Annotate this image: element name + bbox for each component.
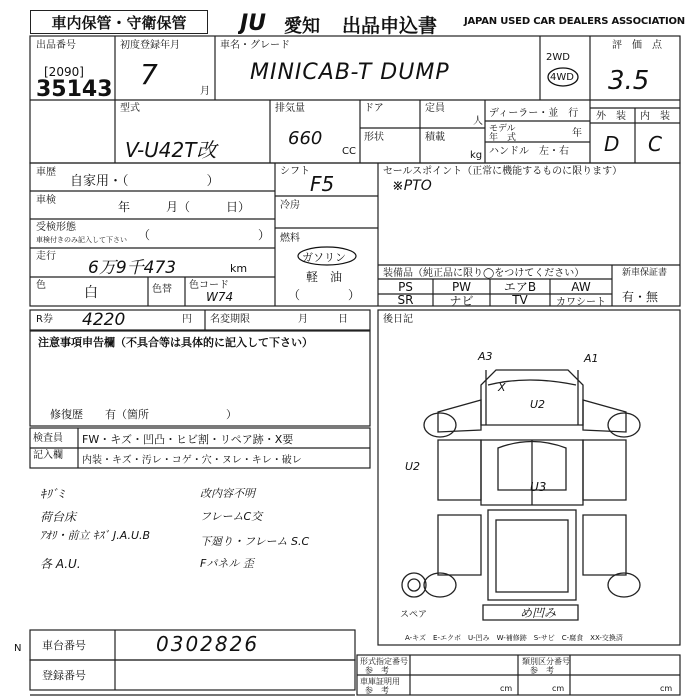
displacement-value: 660 [288, 128, 323, 149]
receive-paren: （ ） [138, 228, 271, 242]
equipment-label: 装備品（純正品に限り◯をつけてください） [383, 268, 585, 279]
equip-ps: PS [398, 279, 413, 294]
after-label: 後日記 [383, 314, 413, 325]
color-replace-label: 色替 [152, 284, 172, 295]
history-value: 自家用・（ ） [70, 174, 220, 189]
recycle-value: 4220 [82, 310, 126, 330]
inspector-fw-row: FW・キズ・凹凸・ヒビ割・リペア跡・X要 [82, 433, 294, 446]
car-name-label: 車名・グレード [220, 40, 290, 51]
mark-u2-top: U2 [530, 398, 546, 411]
month-unit: 月 [200, 86, 210, 97]
grade-value: 3.5 [608, 66, 650, 96]
model-cert-label: 形式指定番号 [360, 657, 408, 666]
exterior-value: D [604, 132, 620, 156]
inspector-label-2: 記入欄 [33, 450, 63, 461]
mark-a1: A1 [584, 352, 599, 365]
repair-history-label: 修復歴 有（箇所 ） [50, 408, 237, 421]
shift-value: F5 [310, 172, 335, 196]
equip-aw: AW [571, 279, 591, 294]
model-value: V-U42T改 [125, 138, 217, 162]
inspector-label: 検査員 [33, 433, 63, 444]
chassis-value: 0302826 [156, 632, 260, 656]
warranty-label: 新車保証書 [622, 268, 668, 278]
model-year-label: モデル [489, 124, 516, 134]
cm-unit-2: cm [552, 684, 565, 693]
door-label: ドア [364, 103, 384, 114]
car-diagram [378, 340, 680, 630]
equip-sr: SR [397, 293, 414, 307]
margin-mark: N [14, 643, 22, 654]
inspection-value: 年 月（ 日） [118, 200, 251, 214]
equip-pw: PW [451, 279, 472, 294]
year-label: 年 式 [489, 133, 517, 143]
handle-label: ハンドル 左・右 [489, 146, 569, 157]
equip-leather-seat: カワシート [556, 296, 606, 308]
lot-bracket: [2090] [44, 65, 84, 79]
storage-label: 車内保管・守衛保管 [30, 10, 208, 34]
mark-a3: A3 [478, 350, 493, 363]
drive-4wd: 4WD [550, 72, 574, 83]
color-code-value: W74 [206, 290, 234, 304]
fuel-label: 燃料 [280, 233, 300, 244]
shift-label: シフト [280, 166, 310, 177]
equip-airbag: エアB [503, 280, 537, 294]
warranty-value: 有・無 [622, 290, 659, 304]
equip-navi: ナビ [449, 293, 474, 308]
recycle-label: R券 [36, 314, 53, 325]
mark-u2-left: U2 [405, 460, 421, 473]
lot-number: 35143 [36, 77, 113, 102]
inspection-label: 車検 [36, 195, 56, 206]
receive-note: 車検付きのみ記入して下さい [36, 236, 127, 244]
spare-label: スペア [400, 610, 428, 620]
hw-right-2: フレームC交 [200, 510, 263, 523]
displacement-unit: CC [342, 146, 356, 157]
exterior-label: 外 装 [596, 111, 626, 122]
form-subtitle: JAPAN USED CAR DEALERS ASSOCIATION [464, 16, 685, 27]
form-title: 出品申込書 [342, 15, 438, 37]
ref-label-3: 参 考 [530, 666, 554, 675]
grade-label: 評 価 点 [612, 40, 662, 51]
dealer-label: ディーラー・並 行 [489, 108, 579, 119]
sales-point-value: ※PTO [392, 178, 432, 194]
interior-label: 内 装 [640, 111, 670, 122]
hw-left-4: 各 A.U. [40, 557, 81, 571]
history-label: 車歴 [36, 167, 56, 178]
first-registration-month: 7 [140, 58, 158, 91]
first-registration-label: 初度登録年月 [120, 40, 180, 51]
diagram-bottom-note: め凹み [520, 606, 557, 620]
cm-unit-1: cm [500, 684, 513, 693]
color-value: 白 [84, 285, 98, 301]
capacity-label: 定員 [425, 103, 445, 114]
cm-unit-3: cm [660, 684, 673, 693]
mileage-value: 6万9千473 [88, 258, 177, 278]
color-label: 色 [36, 280, 46, 291]
chassis-label: 車台番号 [42, 639, 86, 652]
notes-label: 注意事項申告欄（不具合等は具体的に記入して下さい） [38, 336, 313, 349]
hw-right-4: Fパネル 歪 [200, 557, 254, 570]
load-label: 積載 [425, 132, 445, 143]
km-unit: km [230, 262, 248, 275]
mark-u3: U3 [530, 480, 547, 494]
ref-label-2: 参 考 [365, 686, 389, 695]
capacity-unit: 人 [473, 116, 483, 127]
color-code-label: 色コード [189, 280, 229, 291]
cert-label: 車庫証明用 [360, 677, 400, 686]
lot-number-label: 出品番号 [36, 40, 76, 51]
deadline-value: 月 日 [298, 314, 348, 325]
logo-text: JU [240, 11, 267, 34]
inspector-interior-row: 内装・キズ・汚レ・コゲ・穴・ヌレ・キレ・破レ [82, 455, 302, 466]
hw-left-1: ｷﾘﾞﾐ [40, 487, 65, 501]
shape-label: 形状 [364, 132, 384, 143]
sales-point-label: セールスポイント（正常に機能するものに限ります） [383, 166, 623, 177]
class-label: 類別区分番号 [522, 657, 570, 666]
hw-left-2: 荷台床 [40, 510, 77, 524]
drive-2wd: 2WD [546, 52, 570, 63]
displacement-label: 排気量 [275, 103, 305, 114]
interior-value: C [648, 132, 662, 156]
damage-legend: A-キズ E-エクボ U-凹み W-補修跡 S-サビ C-腐食 XX-交換済 [405, 634, 623, 642]
org-name: 愛知 [284, 16, 320, 37]
deadline-label: 名変期限 [210, 314, 250, 325]
model-label: 型式 [120, 103, 140, 114]
fuel-gas: ガソリン [302, 251, 346, 264]
equip-tv: TV [512, 293, 528, 307]
car-name-value: MINICAB-T DUMP [250, 60, 450, 85]
recycle-unit: 円 [182, 314, 192, 325]
fuel-paren: （ ） [288, 288, 361, 302]
receive-label: 受検形態 [36, 222, 76, 233]
mark-x: X [498, 381, 506, 394]
cooler-label: 冷房 [280, 200, 300, 211]
mileage-label: 走行 [36, 251, 56, 262]
hw-right-1: 改内容不明 [200, 487, 255, 500]
registration-number-label: 登録番号 [42, 669, 86, 682]
hw-right-3: 下廻り・フレーム S.C [200, 535, 310, 548]
fuel-diesel: 軽 油 [306, 270, 343, 284]
hw-left-3: ｱｵﾘ・前立 ｷｽﾞ J.A.U.B [40, 529, 151, 542]
ref-label-1: 参 考 [365, 666, 389, 675]
load-unit: kg [470, 150, 483, 161]
year-unit: 年 [572, 128, 582, 139]
